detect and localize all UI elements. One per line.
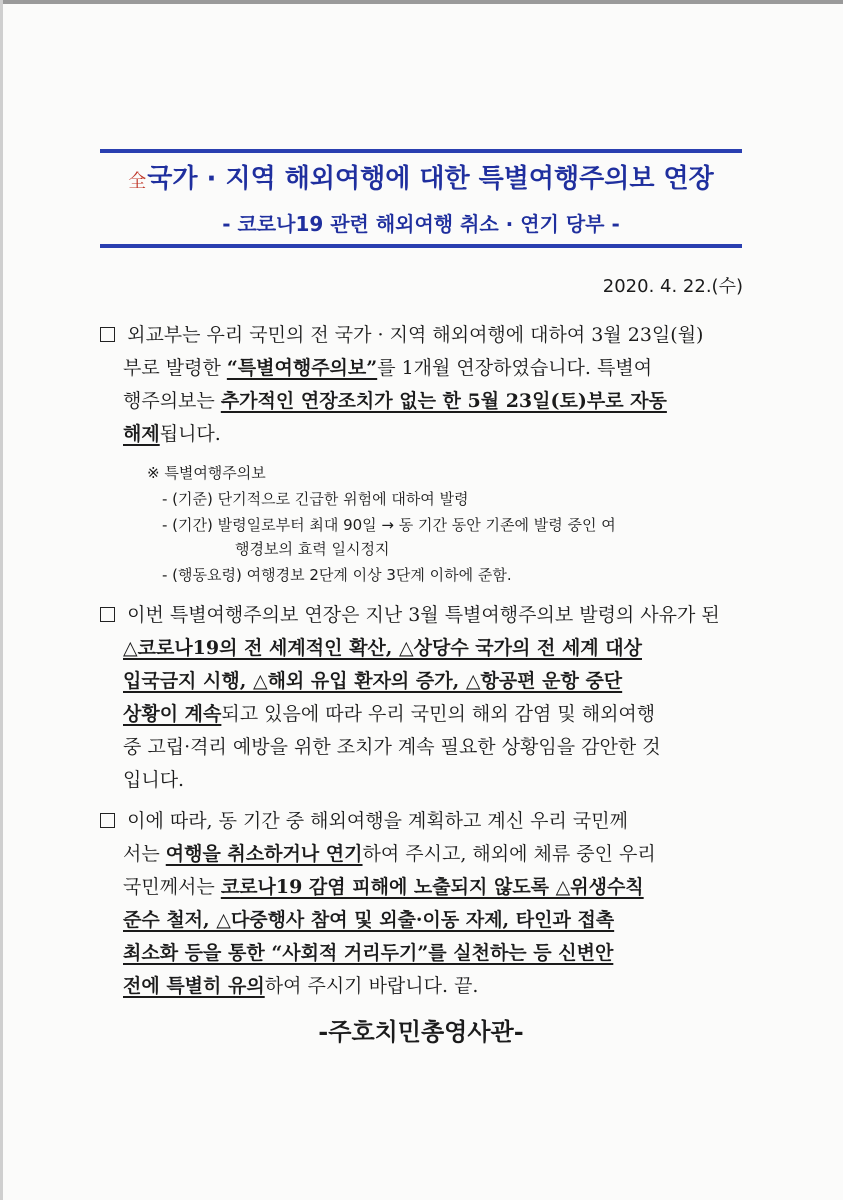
scan-top-edge	[0, 0, 843, 4]
para3-emph-caution: 전에 특별히 유의	[123, 975, 265, 997]
para3-line2	[123, 839, 656, 866]
para3-text2c: 하여 주시고, 해외에 체류 중인 우리	[362, 843, 656, 865]
para2-line3	[123, 666, 622, 693]
para3-line1	[100, 806, 628, 833]
para2-emph-continuing: 상황이 계속	[123, 703, 222, 725]
para2-line6: 입니다.	[123, 769, 185, 791]
para3-emph-gatherings: 준수 철저, △다중행사 참여 및 외출·이동 자제, 타인과 접촉	[123, 909, 615, 931]
note-item-period-cont: 행경보의 효력 일시정지	[235, 540, 390, 558]
signature: -주호치민총영사관-	[318, 1017, 524, 1046]
checkbox-icon	[100, 327, 115, 342]
para1-text3a: 행주의보는	[123, 390, 221, 412]
para1-line2	[123, 353, 652, 380]
scan-left-edge	[0, 0, 3, 1200]
para2-emph-reasons1: △코로나19의 전 세계적인 확산, △상당수 국가의 전 세계 대상	[123, 637, 642, 659]
para2-line2	[123, 633, 642, 660]
para3-text3a: 국민께서는	[123, 876, 221, 898]
para1-text2a: 부로 발령한	[123, 357, 227, 379]
para2-emph-reasons2: 입국금지 시행, △해외 유입 환자의 증가, △항공편 운항 중단	[123, 670, 623, 692]
para3-emph-distancing: 최소화 등을 통한 “사회적 거리두기”를 실천하는 등 신변안	[123, 942, 614, 964]
para3-line6	[123, 971, 478, 998]
document-subtitle: - 코로나19 관련 해외여행 취소 · 연기 당부 -	[222, 212, 620, 236]
para3-line4	[123, 905, 614, 932]
para1-text4b: 됩니다.	[159, 423, 221, 445]
para3-emph-hygiene: 코로나19 감염 피해에 노출되지 않도록 △위생수칙	[220, 876, 644, 898]
para3-text2a: 서는	[123, 843, 166, 865]
para1-line4	[123, 419, 221, 446]
title-main: 국가 · 지역 해외여행에 대한 특별여행주의보 연장	[147, 164, 714, 194]
para3-text1: 이에 따라, 동 기간 중 해외여행을 계획하고 계신 우리 국민께	[127, 810, 628, 832]
para3-text6b: 하여 주시기 바랍니다. 끝.	[264, 975, 479, 997]
title-top-rule	[100, 149, 742, 153]
para3-emph-cancel: 여행을 취소하거나 연기	[165, 843, 363, 865]
para1-line1	[100, 320, 703, 347]
para1-emph-advisory: “특별여행주의보”	[226, 357, 378, 379]
note-item-conduct: - (행동요령) 여행경보 2단계 이상 3단계 이하에 준함.	[162, 566, 512, 584]
para2-line4	[123, 699, 655, 726]
note-item-standard: - (기준) 단기적으로 긴급한 위험에 대하여 발령	[162, 490, 469, 508]
title-bottom-rule	[100, 244, 742, 248]
note-heading: ※ 특별여행주의보	[147, 464, 266, 482]
para2-line5: 중 고립·격리 예방을 위한 조치가 계속 필요한 상황임을 감안한 것	[123, 736, 661, 758]
para1-emph-lift: 해제	[123, 423, 160, 445]
para1-text1: 외교부는 우리 국민의 전 국가 · 지역 해외여행에 대하여 3월 23일(월)	[127, 324, 704, 346]
document-date: 2020. 4. 22.(수)	[602, 276, 743, 297]
note-item-period: - (기간) 발령일로부터 최대 90일 → 동 기간 동안 기존에 발령 중인 여	[162, 516, 616, 534]
para2-text1: 이번 특별여행주의보 연장은 지난 3월 특별여행주의보 발령의 사유가 된	[127, 604, 720, 626]
para1-text2c: 를 1개월 연장하였습니다. 특별여	[377, 357, 653, 379]
checkbox-icon	[100, 813, 115, 828]
document-title	[100, 158, 742, 195]
para3-line5	[123, 938, 613, 965]
para3-line3	[123, 872, 644, 899]
para2-text4b: 되고 있음에 따라 우리 국민의 해외 감염 및 해외여행	[221, 703, 656, 725]
para2-line1	[100, 600, 720, 627]
para1-emph-release: 추가적인 연장조치가 없는 한 5월 23일(토)부로 자동	[220, 390, 667, 412]
para1-line3	[123, 386, 667, 413]
title-prefix: 全	[128, 171, 147, 192]
checkbox-icon	[100, 607, 115, 622]
